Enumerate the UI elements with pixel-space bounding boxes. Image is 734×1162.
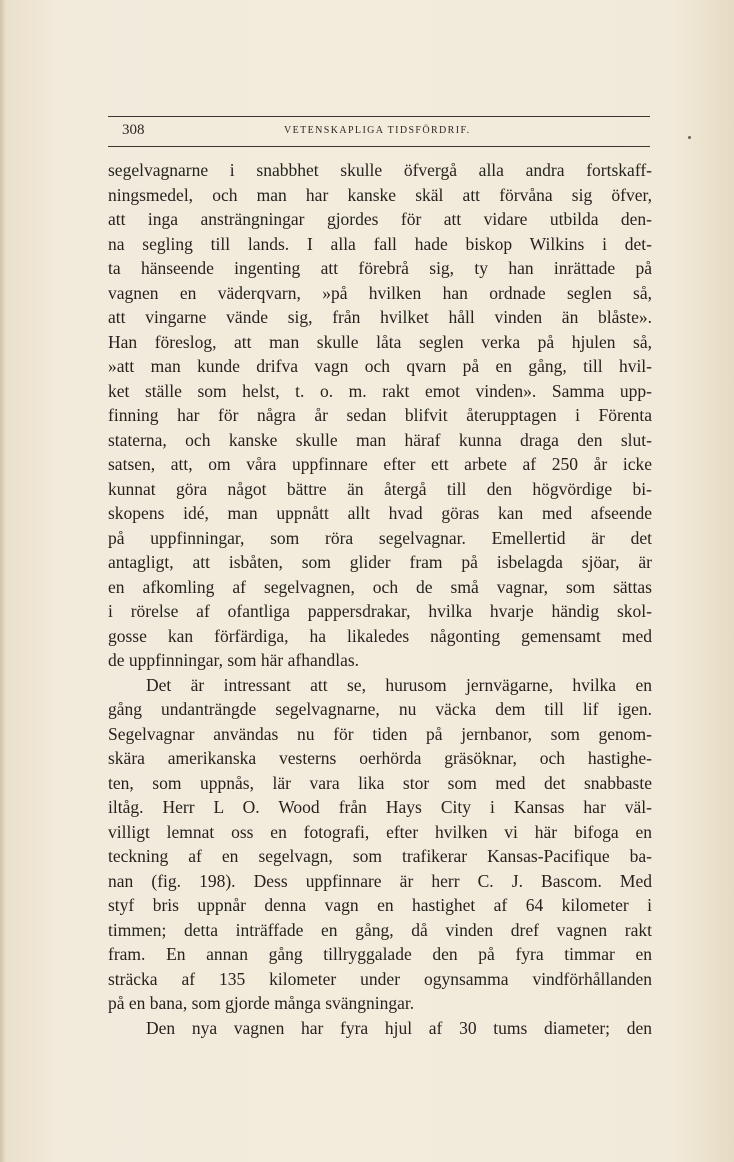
text-line: skära amerikanska vesterns oerhörda gräsöknar, och hastighe- [108,748,652,768]
text-line: att vingarne vände sig, från hvilket håll vinden än blåste». [108,307,652,327]
paragraph-start-line: Det är intressant att se, hurusom jernvägarne, hvilka en [146,674,652,695]
text-line: på uppfinningar, som röra segelvagnar. Emellertid är det [108,527,652,548]
text-line: staterna, och kanske skulle man häraf kunna draga den slut- [108,429,652,450]
running-title: VETENSKAPLIGA TIDSFÖRDRIF. [284,125,471,136]
paragraph-start-line: Den nya vagnen har fyra hjul af 30 tums diameter; den [146,1017,652,1038]
page-edge-shadow [0,0,6,1162]
paragraph-end-line: på en bana, som gjorde många svängningar. [108,993,415,1013]
header-top-rule [108,116,650,117]
text-line: skopens idé, man uppnått allt hvad göras kan med afseende [108,503,652,523]
text-line: Segelvagnar användas nu för tiden på jernbanor, som genom- [108,723,652,744]
text-line: »att man kunde drifva vagn och qvarn på en gång, till hvil- [108,356,652,376]
text-line: satsen, att, om våra uppfinnare efter ett arbete af 250 år icke [108,454,652,474]
text-line: ten, som uppnås, lär vara lika stor som med det snabbaste [108,772,652,793]
text-line: villigt lemnat oss en fotografi, efter hvilken vi här bifoga en [108,821,652,842]
paragraph-end-line: de uppfinningar, som här afhandlas. [108,650,360,670]
text-line: nan (fig. 198). Dess uppfinnare är herr C. J. Bascom. Med [108,870,652,891]
text-line: segelvagnarne i snabbhet skulle öfvergå alla andra fortskaff- [108,160,652,180]
text-line: fram. En annan gång tillryggalade den på fyra timmar en [108,944,652,964]
text-line: antagligt, att isbåten, som glider fram på isbelagda sjöar, är [108,552,652,572]
text-line: na segling till lands. I alla fall hade biskop Wilkins i det- [108,233,652,254]
text-line: ningsmedel, och man har kanske skäl att förvåna sig öfver, [108,184,652,205]
scan-speck [688,136,691,139]
text-line: iltåg. Herr L O. Wood från Hays City i Kansas har väl- [108,797,652,817]
text-line: sträcka af 135 kilometer under ogynsamma vindförhållanden [108,968,652,989]
text-line: gosse kan förfärdiga, ha likaledes någonting gemensamt med [108,625,652,646]
text-line: finning har för några år sedan blifvit återupptagen i Förenta [108,405,652,425]
text-line: vagnen en väderqvarn, »på hvilken han ordnade seglen så, [108,282,652,303]
text-line: kunnat göra något bättre än återgå till den högvördige bi- [108,478,652,499]
page-header [108,122,650,142]
text-line: teckning af en segelvagn, som trafikerar Kansas-Pacifique ba- [108,846,652,866]
header-bottom-rule [108,146,650,147]
text-line: en afkomling af segelvagnen, och de små vagnar, som sättas [108,576,652,597]
text-line: ket ställe som helst, t. o. m. rakt emot vinden». Samma upp- [108,380,652,401]
text-line: Han föreslog, att man skulle låta seglen verka på hjulen så, [108,331,652,352]
text-line: att inga ansträngningar gjordes för att vidare utbilda den- [108,209,652,229]
body-text [108,158,652,1040]
text-line: styf bris uppnår denna vagn en hastighet af 64 kilometer i [108,895,652,915]
text-line: gång undanträngde segelvagnarne, nu väcka dem till lif igen. [108,699,652,719]
text-line: ta hänseende ingenting att förebrå sig, ty han inrättade på [108,258,652,278]
text-line: timmen; detta inträffade en gång, då vinden dref vagnen rakt [108,919,652,940]
text-line: i rörelse af ofantliga pappersdrakar, hvilka hvarje händig skol- [108,601,652,621]
page-number: 308 [122,122,145,138]
